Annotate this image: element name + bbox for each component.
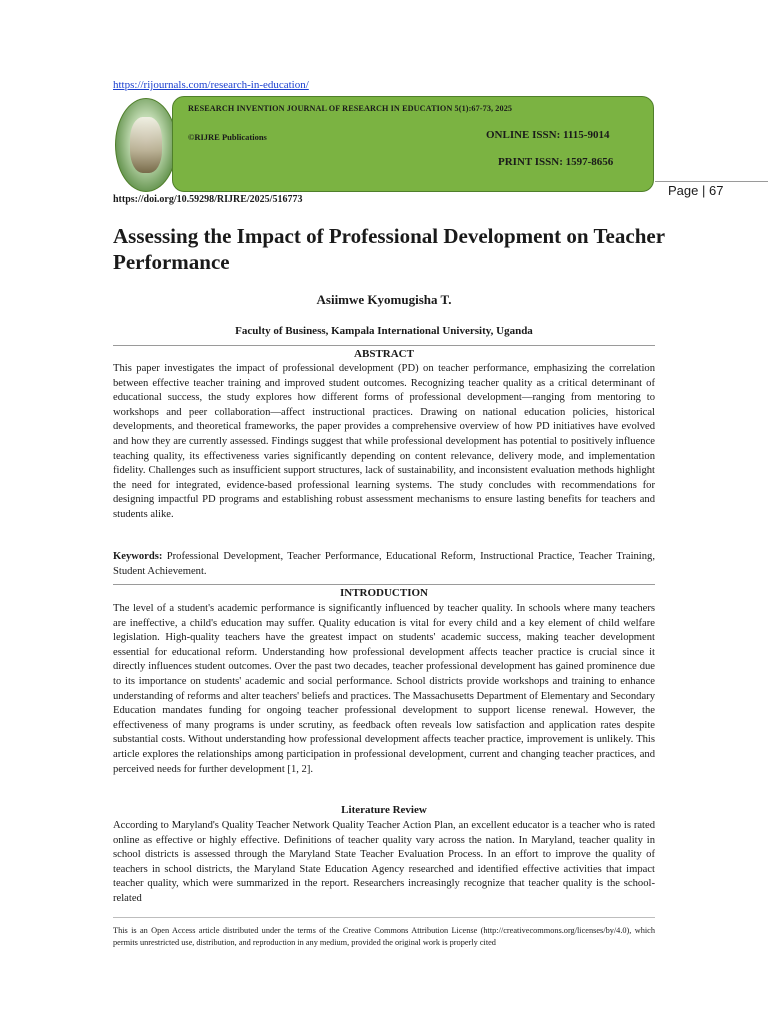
publisher-label: ©RIJRE Publications <box>188 132 267 142</box>
keywords-paragraph <box>113 550 655 579</box>
license-footer: This is an Open Access article distributed under the terms of the Creative Commons Attribution License (http://creativecommons.org/licenses/by/4.0), which permits unrestricted use, distribution, and reproduction in any medium, provided the original work is properly cited <box>113 926 655 947</box>
print-issn: PRINT ISSN: 1597-8656 <box>498 156 614 168</box>
literature-review-text: According to Maryland's Quality Teacher Network Quality Teacher Action Plan, an excellent educator is a teacher who is rated online as effective or highly effective. Definitions of teacher quality vary across the nation. In Maryland, teacher quality in school districts is assessed through the Maryland State Teacher Evaluation Process. In an effort to improve the quality of teachers in school districts, the Maryland State Education Agency researched and identified effective activities that impact teacher quality, which were summarized in the report. Researchers increasingly recognize that teacher quality is the school-related <box>113 820 655 904</box>
author-name: Asiimwe Kyomugisha T. <box>316 292 452 307</box>
author-affiliation: Faculty of Business, Kampala International University, Uganda <box>235 325 533 337</box>
intro-top-rule <box>113 584 655 585</box>
article-title: Assessing the Impact of Professional Development on Teacher Performance <box>113 224 665 274</box>
introduction-text: The level of a student's academic performance is significantly influenced by teacher quality. In schools where many teachers are ineffective, a child's education may suffer. Quality education is vital for every child and a key element of child welfare legislation. High-quality teachers have the greatest impact on students' academic success, making teacher development essential for educational reform. Understanding how professional development affects teacher practice is crucial since it directly influences student outcomes. Over the past two decades, teacher professional development has gained prominence due to its importance on students' academic and social performance. School districts provide workshops and training to enhance understanding of reforms and alter teachers' beliefs and practices. The Massachusetts Department of Elementary and Secondary Education mandates funding for ongoing teacher professional development to support license renewal. However, the effectiveness of many programs is under scrutiny, as feedback often reveals low satisfaction and application rates despite substantial costs. Without understanding how professional development affects teacher practice, improvement is unlikely. This article explores the relationships among participation in professional development, current and changing teacher practices, and perceived needs for further development [1, 2]. <box>113 603 655 775</box>
journal-logo <box>115 98 177 192</box>
doi-link[interactable]: https://doi.org/10.59298/RIJRE/2025/516773 <box>113 194 303 205</box>
page-number: Page | 67 <box>668 183 724 198</box>
literature-review-heading: Literature Review <box>341 804 427 816</box>
abstract-heading: ABSTRACT <box>354 348 414 360</box>
journal-url-link[interactable]: https://rijournals.com/research-in-education/ <box>113 79 309 91</box>
abstract-text: This paper investigates the impact of professional development (PD) on teacher performance, emphasizing the correlation between effective teacher training and improved student outcomes. Recognizing teacher quality as a critical determinant of educational success, the study explores how different forms of professional development—ranging from mentoring to workshops and peer collaboration—affect instructional practices. Drawing on national education policies, historical developments, and theoretical frameworks, the paper provides a comprehensive overview of how PD initiatives have evolved and how they are currently assessed. Findings suggest that while professional development has potential to positively influence teaching quality, its effectiveness varies significantly depending on content relevance, delivery mode, and implementation fidelity. Challenges such as insufficient support structures, lack of sustainability, and inconsistent evaluation methods highlight the need for integrated, evidence-based professional learning systems. The study concludes with recommendations for designing impactful PD programs and establishing robust assessment mechanisms to ensure lasting benefits for teachers and students alike. <box>113 363 655 520</box>
page-number-rule <box>655 181 768 182</box>
footer-rule <box>113 917 655 918</box>
introduction-heading: INTRODUCTION <box>339 587 428 599</box>
keywords-label: Keywords: <box>113 551 163 562</box>
keywords-text: Professional Development, Teacher Performance, Educational Reform, Instructional Practice, Teacher Training, Student Achievement. <box>113 551 655 577</box>
journal-citation: RESEARCH INVENTION JOURNAL OF RESEARCH IN EDUCATION 5(1):67-73, 2025 <box>188 104 513 113</box>
online-issn: ONLINE ISSN: 1115-9014 <box>486 129 610 141</box>
abstract-top-rule <box>113 345 655 346</box>
